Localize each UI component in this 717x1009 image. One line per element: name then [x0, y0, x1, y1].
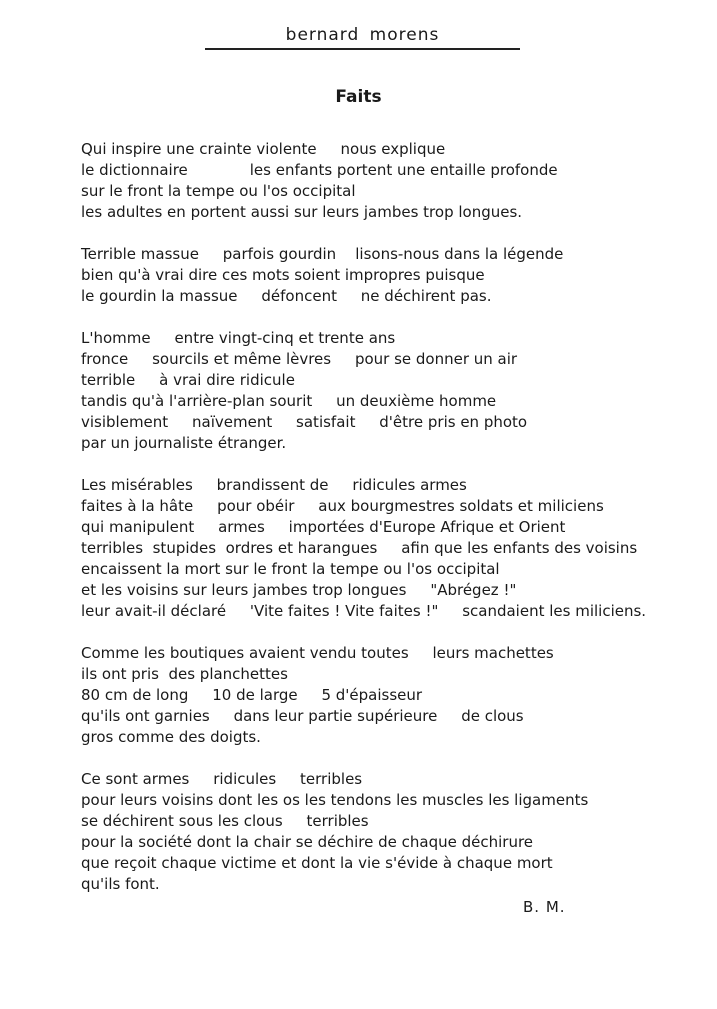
poem-line: bien qu'à vrai dire ces mots soient impropres puisque	[81, 266, 485, 284]
poem-line: terribles stupides ordres et harangues afin que les enfants des voisins	[81, 539, 638, 557]
poem-line: Terrible massue parfois gourdin lisons-nous dans la légende	[81, 245, 564, 263]
poem-line: Ce sont armes ridicules terribles	[81, 770, 363, 788]
poem-line: et les voisins sur leurs jambes trop longues "Abrégez !"	[81, 581, 517, 599]
poem-line: Comme les boutiques avaient vendu toutes leurs machettes	[81, 644, 554, 662]
stanza-gap	[81, 622, 646, 643]
poem-line: gros comme des doigts.	[81, 728, 261, 746]
stanza	[81, 244, 646, 307]
poem-line: ils ont pris des planchettes	[81, 665, 288, 683]
stanza-gap	[81, 748, 646, 769]
poem-line: pour la société dont la chair se déchire de chaque déchirure	[81, 833, 534, 851]
poem-body	[81, 139, 646, 895]
poem-line: par un journaliste étranger.	[81, 434, 287, 452]
poem-line: les adultes en portent aussi sur leurs jambes trop longues.	[81, 203, 523, 221]
poem-line: Les misérables brandissent de ridicules armes	[81, 476, 467, 494]
poem-line: que reçoit chaque victime et dont la vie s'évide à chaque mort	[81, 854, 553, 872]
header-rule	[205, 48, 520, 50]
poem-line: Qui inspire une crainte violente nous explique	[81, 140, 446, 158]
stanza-gap	[81, 223, 646, 244]
stanza-gap	[81, 454, 646, 475]
poem-line: terrible à vrai dire ridicule	[81, 371, 295, 389]
poem-line: le dictionnaire les enfants portent une entaille profonde	[81, 161, 558, 179]
stanza	[81, 475, 646, 622]
poem-line: fronce sourcils et même lèvres pour se donner un air	[81, 350, 518, 368]
author-header: bernard morens	[285, 25, 440, 45]
poem-line: visiblement naïvement satisfait d'être pris en photo	[81, 413, 528, 431]
poem-line: qu'ils font.	[81, 875, 160, 893]
poem-line: le gourdin la massue défoncent ne déchirent pas.	[81, 287, 492, 305]
poem-line: sur le front la tempe ou l'os occipital	[81, 182, 356, 200]
poem-line: 80 cm de long 10 de large 5 d'épaisseur	[81, 686, 423, 704]
poem-line: se déchirent sous les clous terribles	[81, 812, 369, 830]
signature: B. M.	[523, 898, 566, 916]
stanza	[81, 643, 646, 748]
poem-title: Faits	[335, 87, 382, 107]
poem-line: pour leurs voisins dont les os les tendons les muscles les ligaments	[81, 791, 589, 809]
poem-line: tandis qu'à l'arrière-plan sourit un deuxième homme	[81, 392, 497, 410]
poem-line: L'homme entre vingt-cinq et trente ans	[81, 329, 396, 347]
poem-line: qui manipulent armes importées d'Europe Afrique et Orient	[81, 518, 566, 536]
stanza	[81, 769, 646, 895]
poem-line: encaissent la mort sur le front la tempe ou l'os occipital	[81, 560, 500, 578]
poem-line: qu'ils ont garnies dans leur partie supérieure de clous	[81, 707, 524, 725]
poem-line: leur avait-il déclaré 'Vite faites ! Vite faites !" scandaient les miliciens.	[81, 602, 647, 620]
stanza	[81, 139, 646, 223]
poem-line: faites à la hâte pour obéir aux bourgmestres soldats et miliciens	[81, 497, 604, 515]
stanza-gap	[81, 307, 646, 328]
stanza	[81, 328, 646, 454]
